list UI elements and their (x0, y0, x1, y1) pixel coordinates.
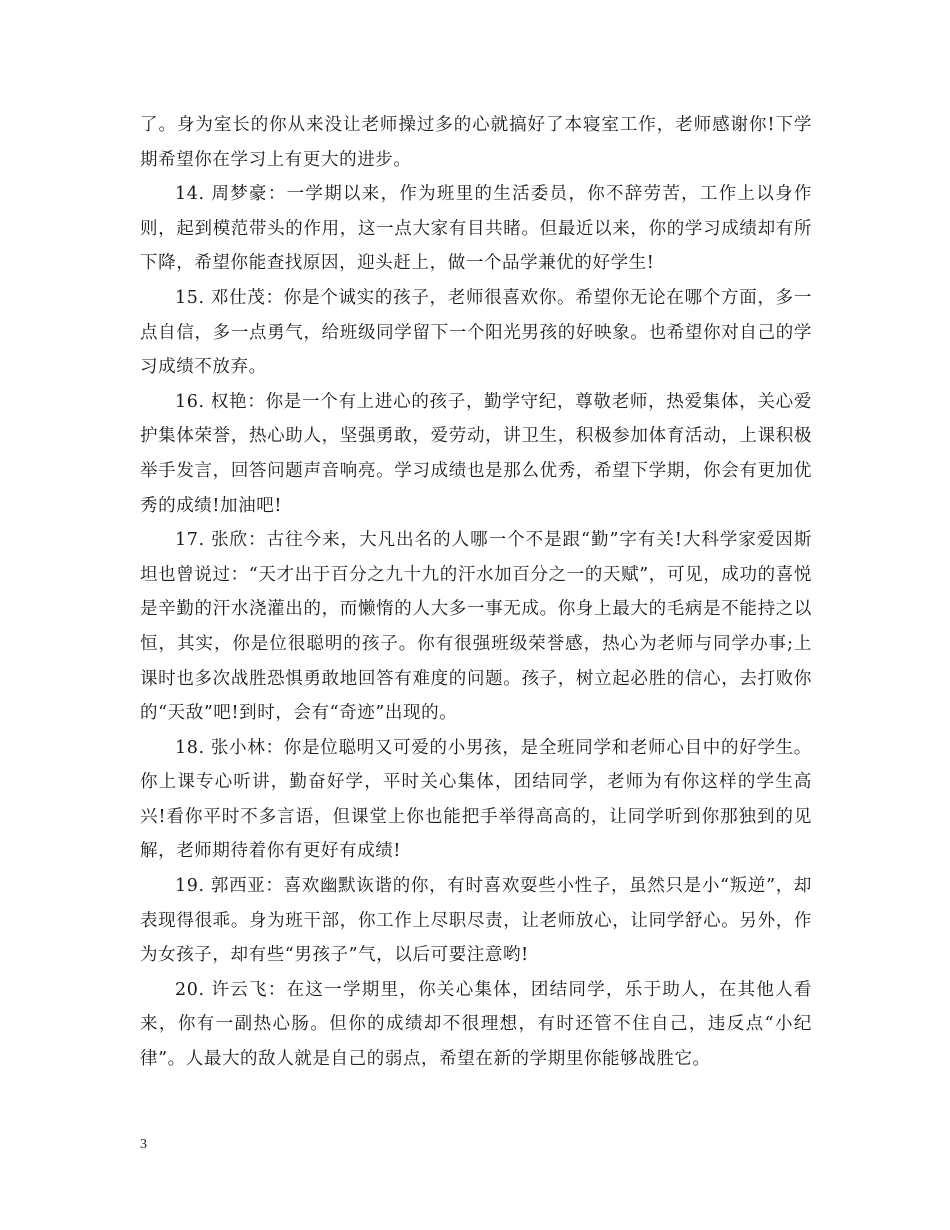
paragraph-continuation: 了。身为室长的你从来没让老师操过多的心就搞好了本寝室工作，老师感谢你!下学期希望你在学习上有更大的进步。 (140, 115, 812, 170)
paragraph-comment-20: 20. 许云飞：在这一学期里，你关心集体，团结同学，乐于助人，在其他人看来，你有一副热心肠。但你的成绩却不很理想，有时还管不住自己，违反点“小纪律”。人最大的敌人就是自己的弱点，希望在新的学期里你能够战胜它。 (140, 979, 812, 1070)
page-number: 3 (140, 1137, 147, 1152)
document-body (140, 108, 812, 1077)
paragraph-comment-18: 18. 张小林：你是位聪明又可爱的小男孩，是全班同学和老师心目中的好学生。你上课专心听讲，勤奋好学，平时关心集体，团结同学，老师为有你这样的学生高兴!看你平时不多言语，但课堂上你也能把手举得高高的，让同学听到你那独到的见解，老师期待着你有更好有成绩! (140, 737, 812, 862)
paragraph-comment-17: 17. 张欣：古往今来，大凡出名的人哪一个不是跟“勤”字有关!大科学家爱因斯坦也曾说过：“天才出于百分之九十九的汗水加百分之一的天赋”，可见，成功的喜悦是辛勤的汗水浇灌出的，而懒惰的人大多一事无成。你身上最大的毛病是不能持之以恒，其实，你是位很聪明的孩子。你有很强班级荣誉感，热心为老师与同学办事;上课时也多次战胜恐惧勇敢地回答有难度的问题。孩子，树立起必胜的信心，去打败你的“天敌”吧!到时，会有“奇迹”出现的。 (140, 530, 812, 724)
paragraph-comment-19: 19. 郭西亚：喜欢幽默诙谐的你，有时喜欢耍些小性子，虽然只是小“叛逆”，却表现得很乖。身为班干部，你工作上尽职尽责，让老师放心，让同学舒心。另外，作为女孩子，却有些“男孩子”气，以后可要注意哟! (140, 876, 812, 966)
paragraph-comment-14: 14. 周梦豪：一学期以来，作为班里的生活委员，你不辞劳苦，工作上以身作则，起到模范带头的作用，这一点大家有目共睹。但最近以来，你的学习成绩却有所下降，希望你能查找原因，迎头赶上，做一个品学兼优的好学生! (140, 184, 812, 274)
paragraph-comment-16: 16. 权艳：你是一个有上进心的孩子，勤学守纪，尊敬老师，热爱集体，关心爱护集体荣誉，热心助人，坚强勇敢，爱劳动，讲卫生，积极参加体育活动，上课积极举手发言，回答问题声音响亮。学习成绩也是那么优秀，希望下学期，你会有更加优秀的成绩!加油吧! (140, 391, 812, 516)
paragraph-comment-15: 15. 邓仕茂：你是个诚实的孩子，老师很喜欢你。希望你无论在哪个方面，多一点自信，多一点勇气，给班级同学留下一个阳光男孩的好映象。也希望你对自己的学习成绩不放弃。 (140, 287, 812, 378)
